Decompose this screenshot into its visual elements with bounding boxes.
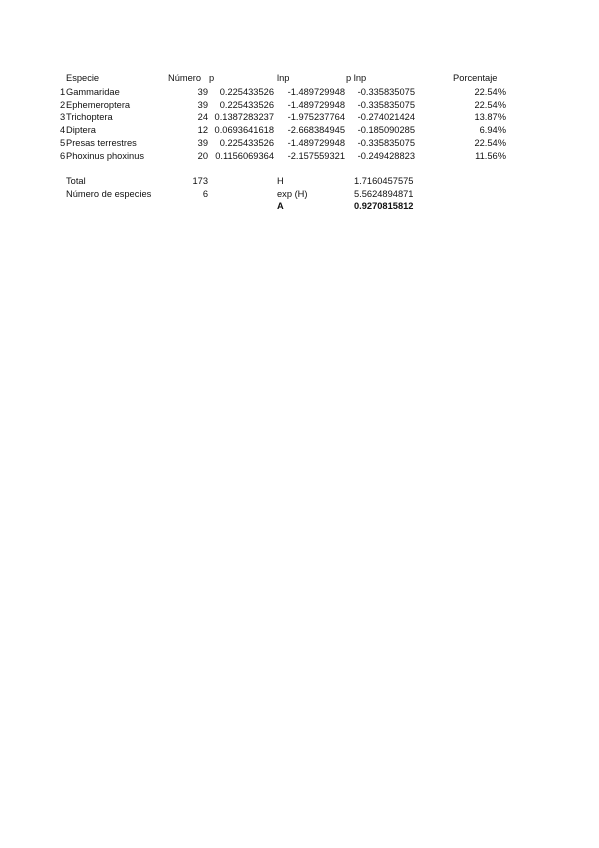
a-value: 0.9270815812 <box>354 201 414 211</box>
row-porcentaje: 6.94% <box>479 125 506 135</box>
row-numero: 20 <box>197 151 208 161</box>
row-name: Trichoptera <box>66 112 113 122</box>
row-plnp: -0.335835075 <box>357 100 415 110</box>
exp-h-value: 5.5624894871 <box>354 189 414 199</box>
row-lnp: -1.975237764 <box>287 112 345 122</box>
row-porcentaje: 13.87% <box>474 112 506 122</box>
exp-h-label: exp (H) <box>277 189 308 199</box>
header-numero: Número <box>168 73 202 83</box>
row-numero: 24 <box>197 112 208 122</box>
row-index: 6 <box>60 151 66 161</box>
row-numero: 39 <box>197 138 208 148</box>
row-name: Diptera <box>66 125 96 135</box>
header-especie: Especie <box>66 73 100 83</box>
row-lnp: -1.489729948 <box>287 87 345 97</box>
h-value: 1.7160457575 <box>354 176 414 186</box>
row-porcentaje: 22.54% <box>474 138 506 148</box>
row-lnp: -1.489729948 <box>287 100 345 110</box>
row-name: Presas terrestres <box>66 138 137 148</box>
row-lnp: -2.157559321 <box>287 151 345 161</box>
row-name: Gammaridae <box>66 87 120 97</box>
header-porcentaje: Porcentaje <box>453 73 498 83</box>
row-p: 0.1156069364 <box>215 151 274 161</box>
row-p: 0.1387283237 <box>214 112 274 122</box>
row-index: 5 <box>60 138 66 148</box>
row-name: Phoxinus phoxinus <box>66 151 145 161</box>
header-lnp: lnp <box>277 73 290 83</box>
row-numero: 39 <box>197 87 208 97</box>
row-porcentaje: 22.54% <box>474 87 506 97</box>
row-porcentaje: 22.54% <box>474 100 506 110</box>
row-numero: 39 <box>197 100 208 110</box>
row-plnp: -0.335835075 <box>357 87 415 97</box>
total-label: Total <box>66 176 86 186</box>
row-plnp: -0.185090285 <box>357 125 415 135</box>
row-p: 0.225433526 <box>219 100 274 110</box>
row-p: 0.225433526 <box>219 87 274 97</box>
row-lnp: -2.668384945 <box>287 125 345 135</box>
a-label: A <box>277 201 284 211</box>
row-index: 4 <box>60 125 66 135</box>
header-plnp: p lnp <box>346 73 367 83</box>
row-numero: 12 <box>197 125 208 135</box>
row-name: Ephemeroptera <box>66 100 131 110</box>
species-count-label: Número de especies <box>66 189 152 199</box>
h-label: H <box>277 176 284 186</box>
species-count-value: 6 <box>202 189 208 199</box>
row-porcentaje: 11.56% <box>475 151 506 161</box>
header-p: p <box>209 73 215 83</box>
row-p: 0.0693641618 <box>214 125 274 135</box>
row-index: 2 <box>60 100 66 110</box>
row-index: 1 <box>60 87 66 97</box>
row-plnp: -0.249428823 <box>357 151 415 161</box>
row-index: 3 <box>60 112 66 122</box>
row-p: 0.225433526 <box>219 138 274 148</box>
row-lnp: -1.489729948 <box>287 138 345 148</box>
row-plnp: -0.335835075 <box>357 138 415 148</box>
row-plnp: -0.274021424 <box>357 112 415 122</box>
total-value: 173 <box>192 176 208 186</box>
